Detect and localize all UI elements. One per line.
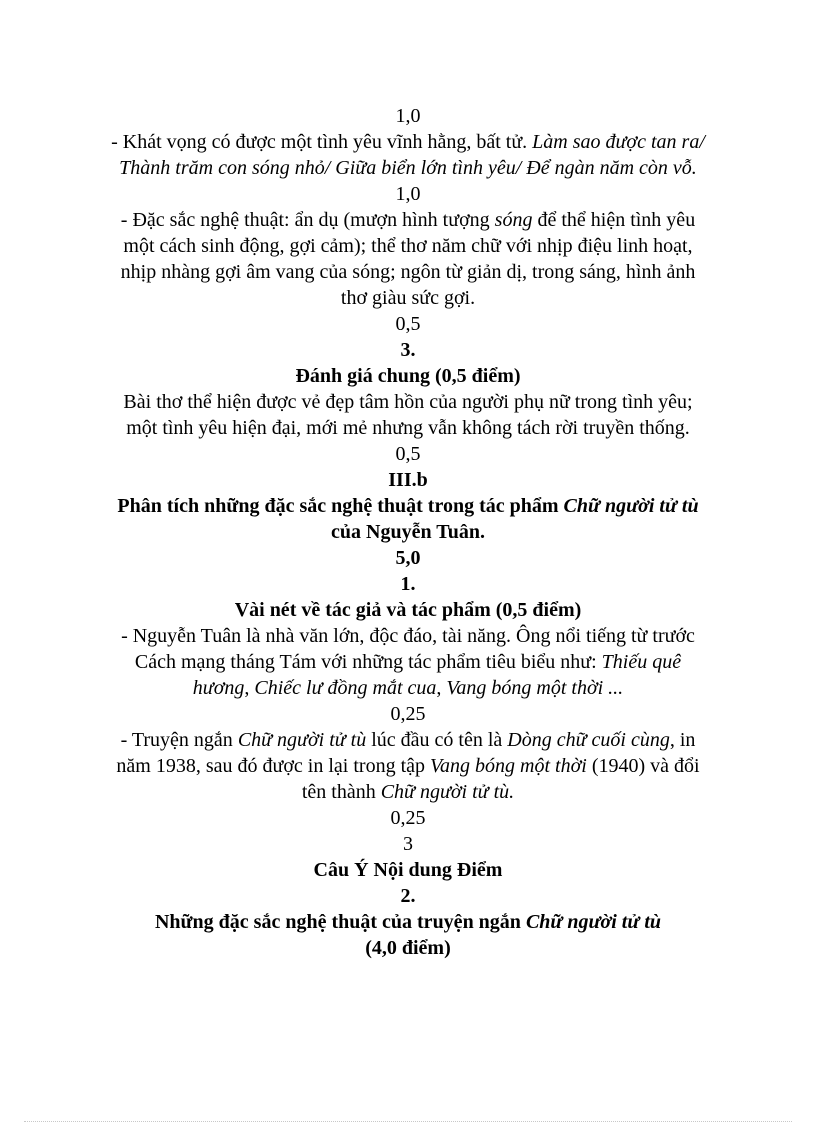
heading-text: Những đặc sắc nghệ thuật của truyện ngắn (154, 911, 526, 933)
section-heading (108, 493, 708, 545)
paragraph-general-evaluation: Bài thơ thể hiện được vẻ đẹp tâm hồn của người phụ nữ trong tình yêu; một tình yêu hiện đại, mới mẻ nhưng vẫn không tách rời truyền thống. (123, 391, 693, 439)
paragraph-text: - Đặc sắc nghệ thuật: ẩn dụ (mượn hình tượng (120, 209, 495, 231)
work-title: Chiếc lư đồng mắt cua (254, 677, 437, 699)
work-title: Chữ người tử tù (237, 729, 367, 751)
work-title: Vang bóng một thời (430, 755, 587, 777)
paragraph-eternal-love (108, 129, 708, 181)
section-number: III.b (388, 469, 428, 491)
section-heading: Đánh giá chung (0,5 điểm) (295, 365, 521, 387)
paragraph-art-features (108, 207, 708, 311)
paragraph-text: - Nguyễn Tuân là nhà văn lớn, độc đáo, tài năng. Ông nổi tiếng từ trước Cách mạng tháng Tám với những tác phẩm tiêu biểu như: (121, 625, 695, 673)
paragraph-work-history (108, 727, 708, 805)
section-heading (108, 909, 708, 961)
paragraph-author-intro (108, 623, 708, 701)
paragraph-text: lúc đầu có tên là (366, 729, 508, 751)
work-title: Thiếu quê hương (192, 651, 682, 699)
work-title: Vang bóng một thời ... (446, 677, 624, 699)
paragraph-text: , (244, 677, 255, 699)
poem-quote: Làm sao được tan ra/ Thành trăm con sóng nhỏ/ Giữa biển lớn tình yêu/ Để ngàn năm còn vỗ. (119, 131, 705, 179)
score-value: 0,5 (395, 443, 421, 465)
score-value: 1,0 (395, 183, 421, 205)
page-bottom-divider (24, 1121, 792, 1122)
section-heading: Vài nét về tác giả và tác phẩm (0,5 điểm) (234, 599, 582, 621)
page-number: 3 (403, 833, 413, 855)
paragraph-text: - Khát vọng có được một tình yêu vĩnh hằng, bất tử. (111, 131, 533, 153)
heading-text: Phân tích những đặc sắc nghệ thuật trong tác phẩm (117, 495, 564, 517)
heading-text: của Nguyễn Tuân. (331, 521, 485, 543)
paragraph-text: , in năm 1938, sau đó được in lại trong tập (116, 729, 696, 777)
work-title: Chữ người tử tù (563, 495, 699, 517)
section-number: 1. (400, 573, 416, 595)
score-value: 0,25 (390, 703, 426, 725)
paragraph-text: , (436, 677, 447, 699)
work-title: Chữ người tử tù (525, 911, 661, 933)
work-title: Dòng chữ cuối cùng (507, 729, 670, 751)
heading-score: (4,0 điểm) (365, 937, 451, 959)
paragraph-text: (1940) và đổi tên thành (301, 755, 700, 803)
emphasis-word: sóng (494, 209, 533, 231)
score-value: 1,0 (395, 105, 421, 127)
score-value: 5,0 (395, 547, 421, 569)
document-page (108, 103, 708, 961)
work-title: Chữ người tử tù. (380, 781, 515, 803)
score-value: 0,25 (390, 807, 426, 829)
score-value: 0,5 (395, 313, 421, 335)
section-number: 3. (400, 339, 416, 361)
paragraph-text: - Truyện ngắn (120, 729, 238, 751)
paragraph-text: để thể hiện tình yêu một cách sinh động, gợi cảm); thể thơ năm chữ với nhịp điệu linh hoạt, nhịp nhàng gợi âm vang của sóng; ngôn từ giản dị, trong sáng, hình ảnh thơ giàu sức gợi. (120, 209, 696, 309)
table-header: Câu Ý Nội dung Điểm (313, 859, 503, 881)
section-number: 2. (400, 885, 416, 907)
